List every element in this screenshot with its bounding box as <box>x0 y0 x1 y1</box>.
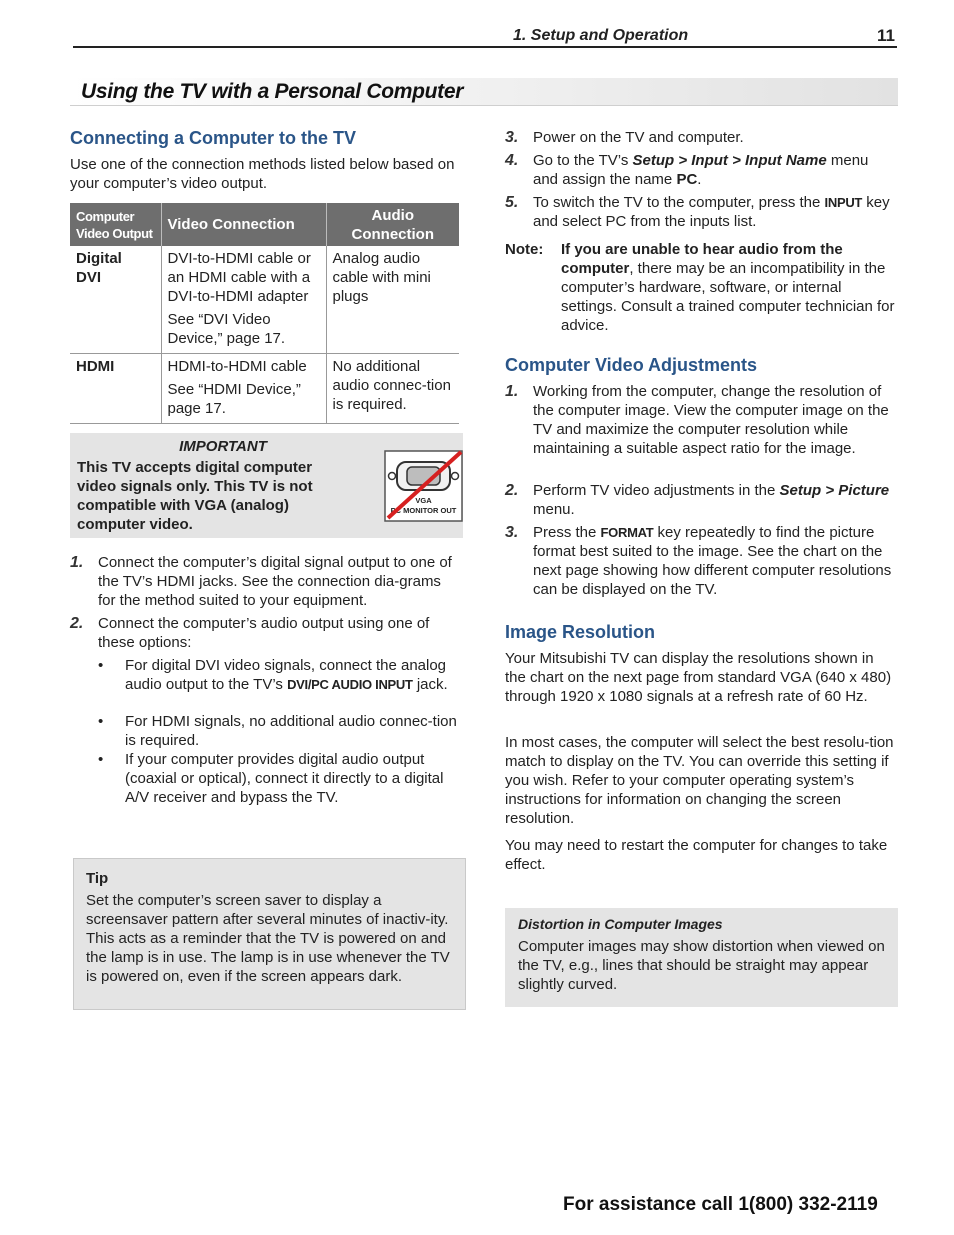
header-cell-line: Connection <box>351 225 434 243</box>
tip-text: Set the computer’s screen saver to display a screensaver pattern after several minutes of inactiv-ity. This acts as a reminder that the TV is powered on and the lamp is in use. The lamp is in use whenever the TV is powered on, even if the screen appears dark. <box>86 892 450 985</box>
step-text-part: menu and assign the name <box>533 152 869 188</box>
note-bold-text: If you are unable to hear audio from the computer <box>561 241 843 277</box>
step-text-part: To switch the TV to the computer, press the <box>533 194 825 211</box>
connection-table <box>70 203 459 424</box>
note-label: Note: <box>505 241 544 258</box>
bullet-text-part: jack. <box>412 676 448 693</box>
step-3-right <box>505 128 897 148</box>
resolution-paragraph: Your Mitsubishi TV can display the resolutions shown in the chart on the next page from standard VGA (640 x 480) through 1920 x 1080 signals at a refresh rate of 60 Hz. <box>505 650 892 705</box>
step-number: 4. <box>505 152 519 169</box>
step-text-part: Go to the TV’s <box>533 152 633 169</box>
step-text <box>533 523 897 599</box>
vga-label: VGA <box>415 496 432 505</box>
step-2-left <box>70 614 462 654</box>
cell-text: See “HDMI Device,” page 17. <box>167 381 301 417</box>
step-number: 1. <box>70 554 84 571</box>
bullet-text-part: For digital DVI video signals, connect the analog audio output to the TV’s <box>125 657 447 693</box>
note-text <box>561 240 899 335</box>
list-item <box>98 712 460 752</box>
table-header-video-output <box>70 203 161 246</box>
step-number: 1. <box>505 383 519 400</box>
step-text <box>533 151 897 189</box>
step-text-part: Press the <box>533 524 601 541</box>
table-header-video-connection: Video Connection <box>161 203 326 246</box>
cell-text: HDMI <box>76 358 115 375</box>
section-heading-video-adjustments: Computer Video Adjustments <box>505 355 758 375</box>
bullet-marker: • <box>98 657 104 674</box>
step-1-left <box>70 553 462 613</box>
connecting-intro: Use one of the connection methods listed below based on your computer’s video output. <box>70 156 455 192</box>
distortion-title: Distortion in Computer Images <box>518 916 723 932</box>
header-cell-line: Video Output <box>76 225 153 241</box>
table-cell-audio: Analog audio cable with mini plugs <box>326 246 459 354</box>
title-banner <box>70 78 898 106</box>
pc-monitor-out-label: PC MONITOR OUT <box>390 506 457 515</box>
bullet-marker: • <box>98 713 104 730</box>
important-title: IMPORTANT <box>179 438 267 455</box>
key-name: INPUT <box>824 195 863 210</box>
table-row <box>70 354 459 424</box>
key-name: FORMAT <box>600 525 654 540</box>
step-number: 3. <box>505 129 519 146</box>
table-cell-output <box>70 246 161 354</box>
table-row <box>70 246 459 354</box>
cell-text: DVI <box>76 269 102 286</box>
important-text: This TV accepts digital computer video signals only. This TV is not compatible with VGA (analog) computer video. <box>77 459 313 533</box>
step-1-right <box>505 382 897 478</box>
step-text <box>533 193 897 231</box>
running-header-section: 1. Setup and Operation <box>513 27 689 44</box>
step-text-part: key and select PC from the inputs list. <box>533 194 890 230</box>
step-text-part: Perform TV video adjustments in the <box>533 482 780 499</box>
step-3-right-adjust <box>505 523 897 601</box>
step-2-right <box>505 481 897 521</box>
resolution-paragraph: In most cases, the computer will select the best resolu-tion match to display on the TV. You can override this setting if you wish. Refer to your computer operating system’s instructions for information on changing the screen resolution. <box>505 734 894 827</box>
tip-title: Tip <box>86 870 109 887</box>
step-text-part: . <box>697 171 702 188</box>
table-header-row <box>70 203 459 246</box>
step-number: 2. <box>505 482 519 499</box>
table-header-audio-connection <box>326 203 459 246</box>
resolution-paragraph: You may need to restart the computer for changes to take effect. <box>505 837 888 873</box>
input-name: PC <box>676 171 698 188</box>
bullet-text: For HDMI signals, no additional audio connec-tion is required. <box>125 713 457 749</box>
header-rule <box>73 46 897 48</box>
section-heading-connecting: Connecting a Computer to the TV <box>70 128 356 148</box>
table-cell-video <box>161 246 326 354</box>
table-cell-output <box>70 354 161 424</box>
table-cell-video <box>161 354 326 424</box>
step-text-part: menu. <box>533 501 575 518</box>
menu-path: Setup > Picture <box>779 482 890 499</box>
note-block <box>505 240 897 335</box>
step-number: 3. <box>505 524 519 541</box>
step-text: Power on the TV and computer. <box>533 129 744 146</box>
table-cell-audio: No additional audio connec-tion is required. <box>326 354 459 424</box>
header-cell-line: Computer <box>76 208 135 224</box>
list-item <box>98 750 460 808</box>
step-text <box>533 481 897 519</box>
step-number: 5. <box>505 194 519 211</box>
distortion-text: Computer images may show distortion when viewed on the TV, e.g., lines that should be straight may appear slightly curved. <box>518 938 885 993</box>
step-5-right <box>505 193 897 233</box>
distortion-callout <box>505 908 898 1007</box>
cell-text: See “DVI Video Device,” page 17. <box>167 311 286 347</box>
section-heading-image-resolution: Image Resolution <box>505 622 656 642</box>
bullet-text: If your computer provides digital audio output (coaxial or optical), connect it directly to a digital A/V receiver and bypass the TV. <box>125 751 444 806</box>
menu-path: Setup > Input > Input Name <box>632 152 827 169</box>
step-text: Connect the computer’s digital signal output to one of the TV’s HDMI jacks. See the connection dia-grams for the method suited to your equipment. <box>98 554 452 609</box>
cell-text: Digital <box>76 250 122 267</box>
important-callout <box>70 433 463 538</box>
bullet-text <box>125 656 460 694</box>
header-cell-line: Audio <box>371 206 414 224</box>
page-title: Using the TV with a Personal Computer <box>81 80 464 103</box>
step-text: Connect the computer’s audio output using one of these options: <box>98 615 430 651</box>
page-number: 11 <box>877 26 895 45</box>
note-rest-text: , there may be an incompatibility in the computer’s hardware, software, or internal settings. Consult a trained computer technician for advice. <box>561 260 895 334</box>
bullet-marker: • <box>98 751 104 768</box>
step-number: 2. <box>70 615 84 632</box>
list-item <box>98 656 460 714</box>
assistance-footer: For assistance call 1(800) 332-2119 <box>563 1194 878 1215</box>
vga-port-crossed-icon <box>384 450 463 522</box>
tip-callout <box>73 858 466 1010</box>
jack-name: DVI/PC AUDIO INPUT <box>287 677 413 692</box>
step-text-part: key repeatedly to find the picture format best suited to the image. See the chart on the next page showing how different computer resolutions can be displayed on the TV. <box>533 524 892 598</box>
step-text: Working from the computer, change the resolution of the computer image. View the computer image on the TV and maximize the computer resolution while maintaining a suitable aspect ratio for the image. <box>533 383 889 457</box>
step-4-right <box>505 151 897 191</box>
cell-text: HDMI-to-HDMI cable <box>167 358 307 375</box>
cell-text: DVI-to-HDMI cable or an HDMI cable with a DVI-to-HDMI adapter <box>167 250 311 305</box>
